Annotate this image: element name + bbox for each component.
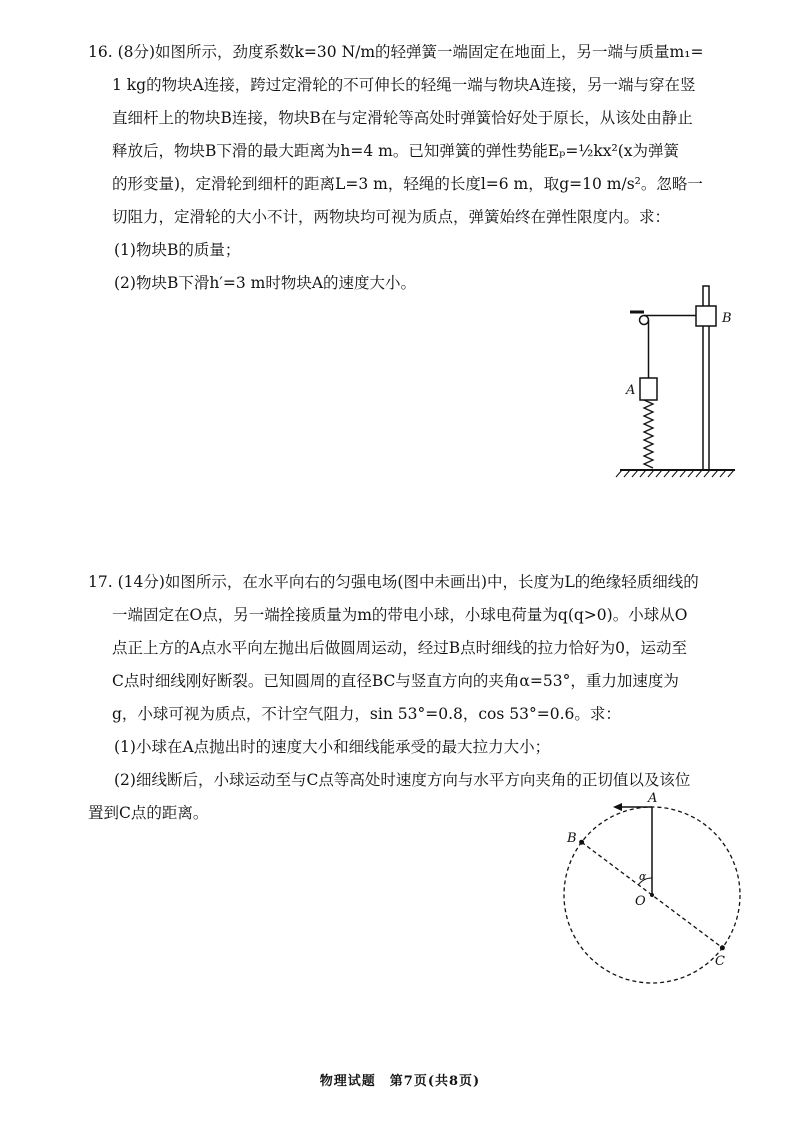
block-b <box>696 306 716 326</box>
label-o: O <box>635 894 646 909</box>
problem-16-question-1: (1)物块B的质量； <box>114 241 241 259</box>
label-a: A <box>648 791 658 806</box>
pulley <box>640 316 649 325</box>
label-a: A <box>626 383 636 398</box>
problem-16-question-2: (2)物块B下滑h′=3 m时物块A的速度大小。 <box>114 274 417 292</box>
problem-17-question-1: (1)小球在A点抛出时的速度大小和细线能承受的最大拉力大小； <box>114 738 551 756</box>
page-footer: 物理试题 第7页(共8页) <box>319 1074 481 1089</box>
problem-17-figure <box>555 790 755 990</box>
label-b: B <box>567 831 577 846</box>
problem-17-line-5: g，小球可视为质点，不计空气阻力，sin 53°=0.8，cos 53°=0.6。求： <box>112 705 621 723</box>
label-c: C <box>715 954 725 969</box>
problem-16 <box>88 36 738 300</box>
problem-16-line-1: 16. (8分)如图所示，劲度系数k=30 N/m的轻弹簧一端固定在地面上，另一端与质量m₁= <box>88 43 704 61</box>
problem-17-line-2: 一端固定在O点，另一端拴接质量为m的带电小球，小球电荷量为q(q>0)。小球从O <box>112 606 688 624</box>
point-c <box>720 945 725 950</box>
problem-17-line-4: C点时细线刚好断裂。已知圆周的直径BC与竖直方向的夹角α=53°，重力加速度为 <box>112 672 679 690</box>
problem-16-line-3: 直细杆上的物块B连接，物块B在与定滑轮等高处时弹簧恰好处于原长，从该处由静止 <box>112 109 693 127</box>
problem-17-question-2-cont: 置到C点的距离。 <box>88 804 209 822</box>
block-a <box>640 378 657 400</box>
point-b <box>579 840 584 845</box>
arrow-head <box>613 803 622 811</box>
ground-hatching <box>616 470 734 477</box>
label-b: B <box>722 311 732 326</box>
problem-16-line-5: 的形变量)，定滑轮到细杆的距离L=3 m，轻绳的长度l=6 m，取g=10 m/s²。忽略一 <box>112 175 703 193</box>
point-o <box>650 893 654 897</box>
problem-17-line-3: 点正上方的A点水平向左抛出后做圆周运动，经过B点时细线的拉力恰好为0，运动至 <box>112 639 687 657</box>
problem-17-line-1: 17. (14分)如图所示，在水平向右的匀强电场(图中未画出)中，长度为L的绝缘轻质细线的 <box>88 573 699 591</box>
problem-16-line-4: 释放后，物块B下滑的最大距离为h=4 m。已知弹簧的弹性势能Eₚ=½kx²(x为弹簧 <box>112 142 680 160</box>
label-alpha: α <box>639 870 647 883</box>
problem-16-figure <box>600 280 750 480</box>
problem-16-line-6: 切阻力，定滑轮的大小不计，两物块均可视为质点，弹簧始终在弹性限度内。求： <box>112 208 671 226</box>
problem-17-question-2: (2)细线断后，小球运动至与C点等高处时速度方向与水平方向夹角的正切值以及该位 <box>114 771 691 789</box>
spring <box>644 400 653 468</box>
problem-16-line-2: 1 kg的物块A连接，跨过定滑轮的不可伸长的轻绳一端与物块A连接，另一端与穿在竖 <box>112 76 696 94</box>
